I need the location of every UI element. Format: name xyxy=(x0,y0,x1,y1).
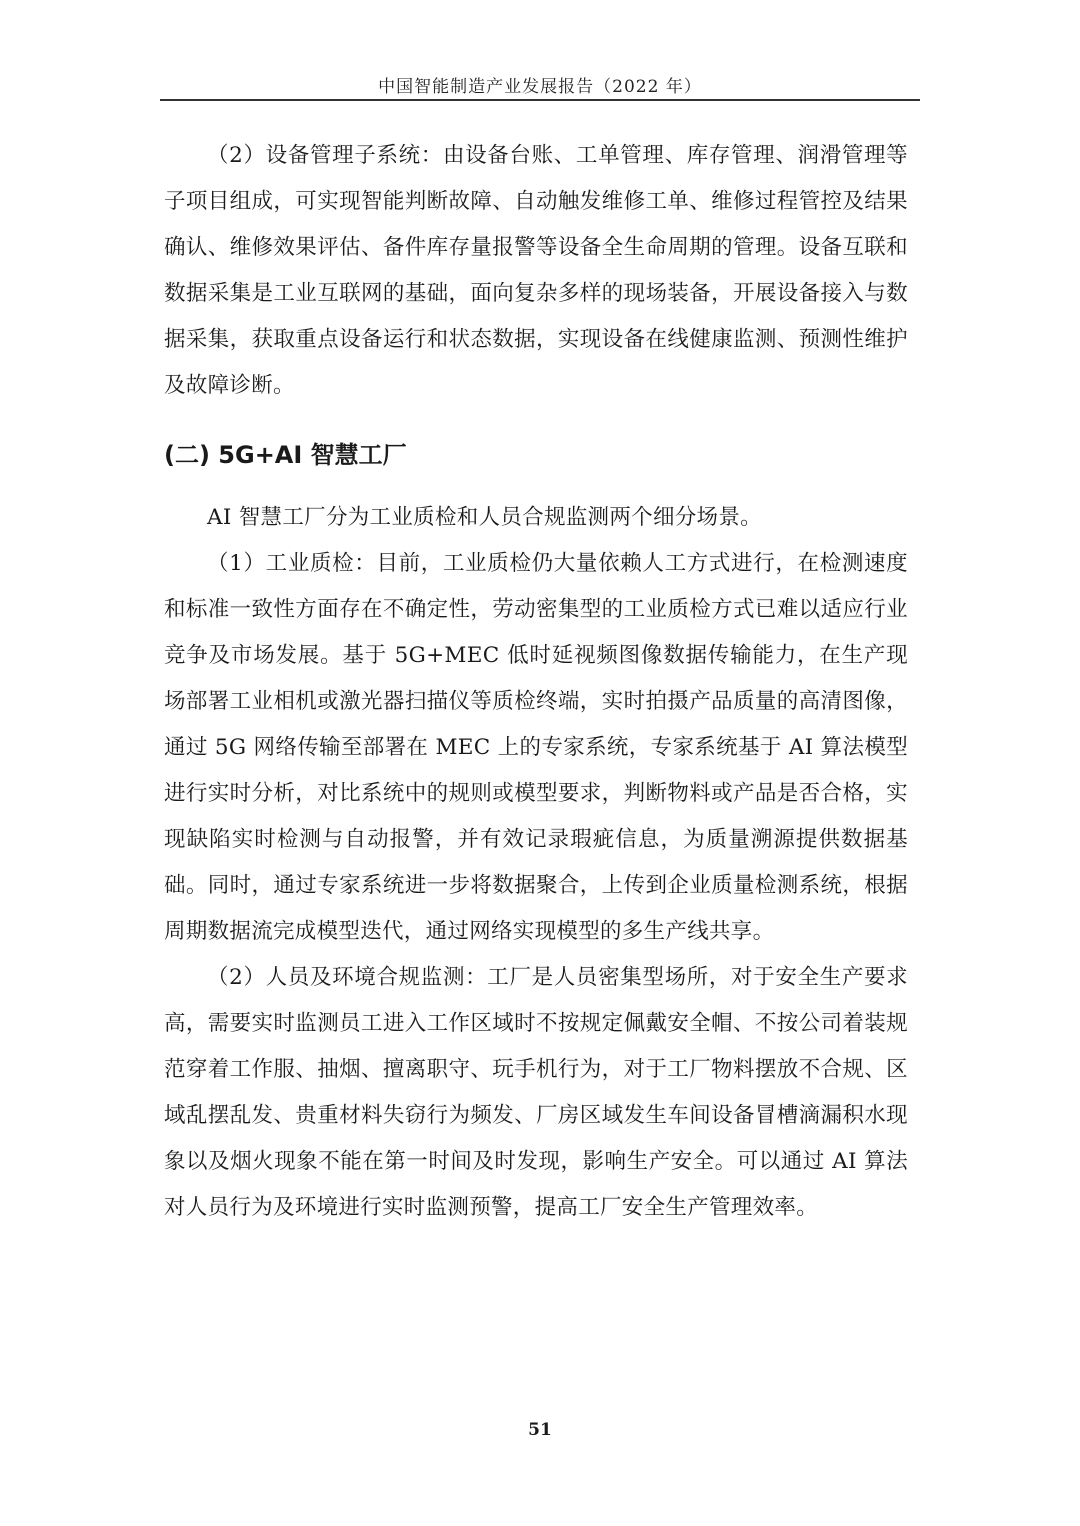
paragraph-quality-inspection: （1）工业质检：目前，工业质检仍大量依赖人工方式进行，在检测速度和标准一致性方面存在不确定性，劳动密集型的工业质检方式已难以适应行业竞争及市场发展。基于 5G+MEC 低时延视频图像数据传输能力，在生产现场部署工业相机或激光器扫描仪等质检终端，实时拍摄产品质量的高清图像，通过 5G 网络传输至部署在 MEC 上的专家系统，专家系统基于 AI 算法模型进行实时分析，对比系统中的规则或模型要求，判断物料或产品是否合格，实现缺陷实时检测与自动报警，并有效记录瑕疵信息，为质量溯源提供数据基础。同时，通过专家系统进一步将数据聚合，上传到企业质量检测系统，根据周期数据流完成模型迭代，通过网络实现模型的多生产线共享。 xyxy=(164,551,908,944)
paragraph-intro: AI 智慧工厂分为工业质检和人员合规监测两个细分场景。 xyxy=(207,505,762,530)
paragraph-equipment-management: （2）设备管理子系统：由设备台账、工单管理、库存管理、润滑管理等子项目组成，可实现智能判断故障、自动触发维修工单、维修过程管控及结果确认、维修效果评估、备件库存量报警等设备全生命周期的管理。设备互联和数据采集是工业互联网的基础，面向复杂多样的现场装备，开展设备接入与数据采集，获取重点设备运行和状态数据，实现设备在线健康监测、预测性维护及故障诊断。 xyxy=(164,143,908,398)
header-rule xyxy=(160,99,920,101)
paragraph-compliance-monitoring: （2）人员及环境合规监测：工厂是人员密集型场所，对于安全生产要求高，需要实时监测员工进入工作区域时不按规定佩戴安全帽、不按公司着装规范穿着工作服、抽烟、擅离职守、玩手机行为，对于工厂物料摆放不合规、区域乱摆乱发、贵重材料失窃行为频发、厂房区域发生车间设备冒槽滴漏积水现象以及烟火现象不能在第一时间及时发现，影响生产安全。可以通过 AI 算法对人员行为及环境进行实时监测预警，提高工厂安全生产管理效率。 xyxy=(164,965,908,1220)
page-number: 51 xyxy=(528,1420,552,1440)
section-heading: (二) 5G+AI 智慧工厂 xyxy=(164,441,407,469)
page-body xyxy=(164,133,908,1231)
running-header: 中国智能制造产业发展报告（2022 年） xyxy=(378,77,702,97)
